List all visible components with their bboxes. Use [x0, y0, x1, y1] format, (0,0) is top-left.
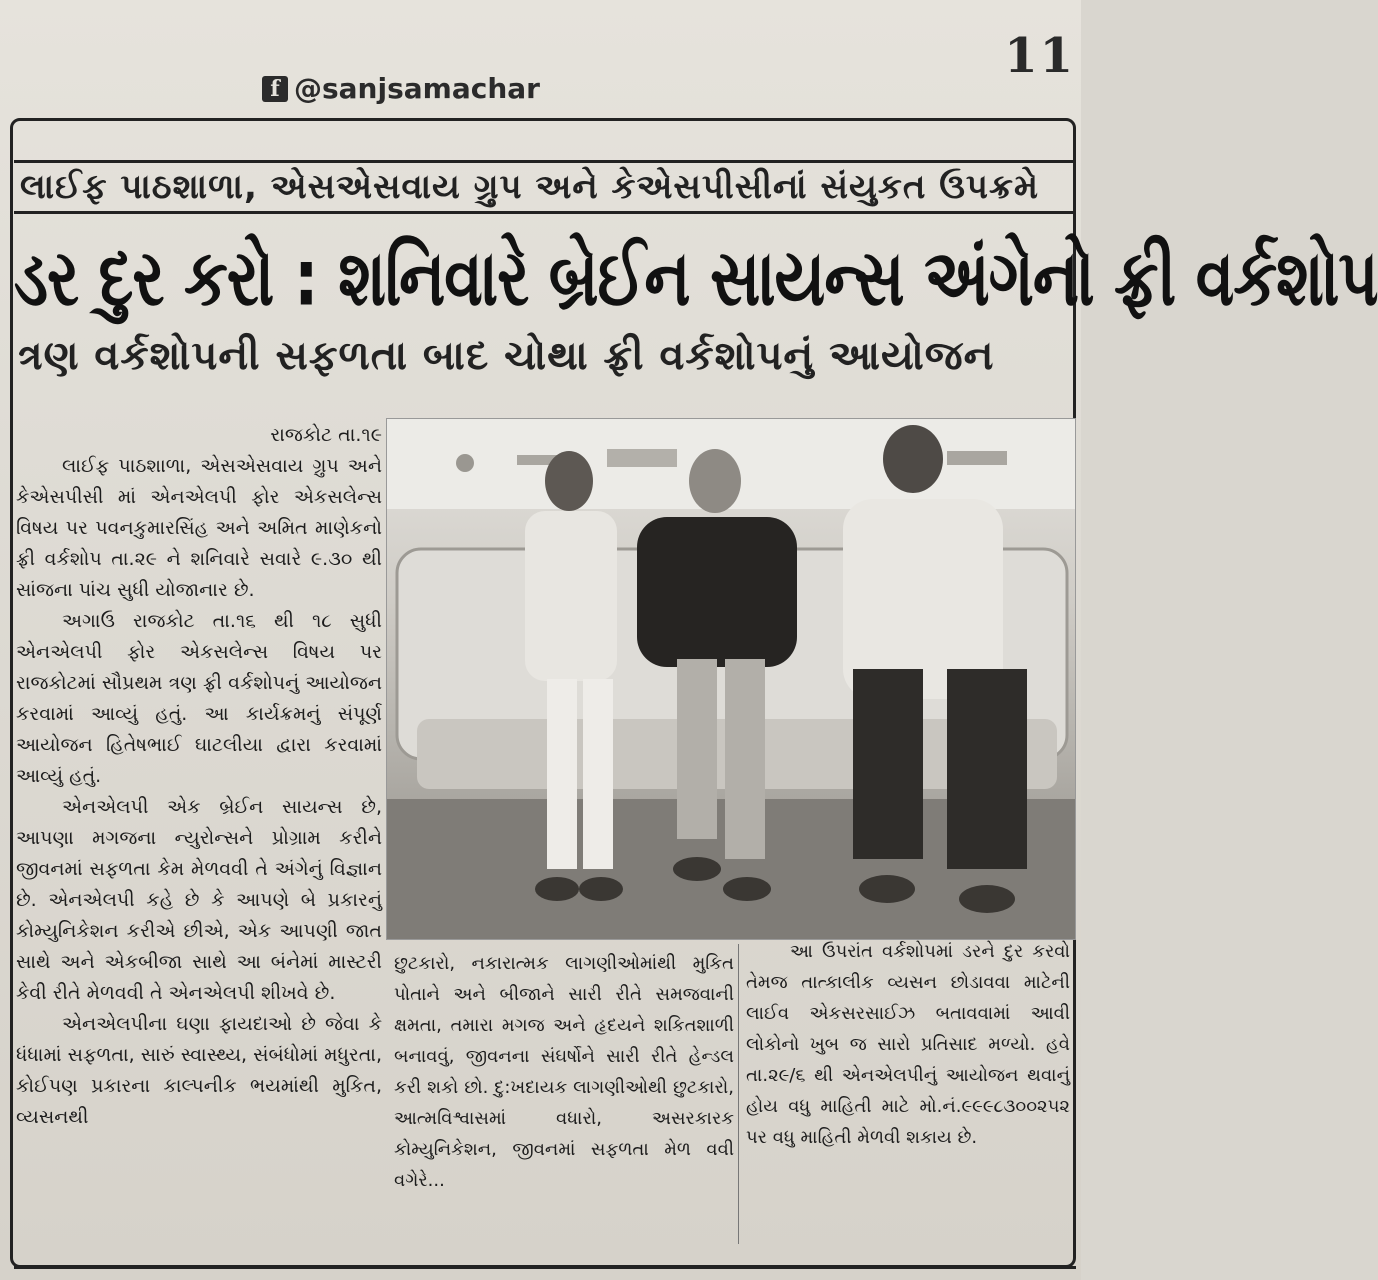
article-photo [386, 418, 1076, 940]
left-column [16, 420, 382, 1133]
middle-column [394, 948, 734, 1196]
paragraph: આ ઉપરાંત વર્કશોપમાં ડરને દુર કરવો તેમજ તાત્કાલીક વ્યસન છોડાવવા માટેની લાઈવ એકસરસાઈઝ બતાવવામાં આવી લોકોનો ખુબ જ સારો પ્રતિસાદ મળ્યો. હવે તા.૨૯/૬ થી એનએલપીનું આયોજન થવાનું હોય વધુ માહિતી માટે મો.નં.૯૯૯૮૩૦૦૨૫૨ પર વધુ માહિતી મેળવી શકાય છે. [746, 941, 1070, 1148]
dateline: રાજકોટ તા.૧૯ [270, 424, 382, 446]
article-kicker: લાઈફ પાઠશાળા, એસએસવાય ગ્રુપ અને કેએસપીસીનાં સંયુકત ઉપક્રમે [14, 160, 1076, 214]
right-column [746, 936, 1070, 1153]
social-handle: @sanjsamachar [294, 72, 540, 105]
article-headline: ડર દુર કરો : શનિવારે બ્રેઈન સાયન્સ અંગેનો ફ્રી વર્કશોપ [14, 231, 1378, 323]
paragraph: અગાઉ રાજકોટ તા.૧૬ થી ૧૮ સુધી એનએલપી ફોર એકસલેન્સ વિષય પર રાજકોટમાં સૌપ્રથમ ત્રણ ફ્રી વર્કશોપનું આયોજન કરવામાં આવ્યું હતું. આ કાર્યક્રમનું સંપૂર્ણ આયોજન હિતેષભાઈ ઘાટલીયા દ્વારા કરવામાં આવ્યું હતું. [16, 610, 382, 787]
page-number: 11 [1004, 28, 1075, 84]
paragraph: છુટકારો, નકારાત્મક લાગણીઓમાંથી મુકિત પોતાને અને બીજાને સારી રીતે સમજવાની ક્ષમતા, તમારા મગજ અને હૃદયને શકિતશાળી બનાવવું, જીવનના સંઘર્ષોને સારી રીતે હેન્ડલ કરી શકો છો. દુ:ખદાયક લાગણીઓથી છુટકારો, આત્મવિશ્વાસમાં વધારો, અસરકારક કોમ્યુનિકેશન, જીવનમાં સફળતા મેળ વવી વગેરે... [394, 953, 734, 1191]
paragraph: એનએલપીના ઘણા ફાયદાઓ છે જેવા કે ધંધામાં સફળતા, સારું સ્વાસ્થ્ય, સંબંધોમાં મધુરતા, કોઈપણ પ્રકારના કાલ્પનીક ભયમાંથી મુકિત, વ્યસનથી [16, 1013, 382, 1128]
facebook-icon: f [262, 76, 288, 102]
photo-illustration [387, 419, 1075, 939]
paragraph: લાઈફ પાઠશાળા, એસએસવાય ગ્રુપ અને કેએસપીસી માં એનએલપી ફોર એકસલેન્સ વિષય પર પવનકુમારસિંહ અને અમિત માણેકનો ફ્રી વર્કશોપ તા.૨૯ ને શનિવારે સવારે ૯.૩૦ થી સાંજના પાંચ સુધી યોજાનાર છે. [16, 455, 382, 601]
social-handle-banner [262, 72, 540, 105]
paragraph: એનએલપી એક બ્રેઈન સાયન્સ છે, આપણા મગજના ન્યુરોન્સને પ્રોગ્રામ કરીને જીવનમાં સફળતા કેમ મેળવવી તે અંગેનું વિજ્ઞાન છે. એનએલપી કહે છે કે આપણે બે પ્રકારનું કોમ્યુનિકેશન કરીએ છીએ, એક આપણી જાત સાથે અને એકબીજા સાથે આ બંનેમાં માસ્ટરી કેવી રીતે મેળવવી તે એનએલપી શીખવે છે. [16, 796, 382, 1004]
article-subheadline: ત્રણ વર્કશોપની સફળતા બાદ ચોથા ફ્રી વર્કશોપનું આયોજન [18, 333, 995, 379]
column-divider [738, 944, 739, 1244]
bottom-rule [14, 1266, 1076, 1269]
